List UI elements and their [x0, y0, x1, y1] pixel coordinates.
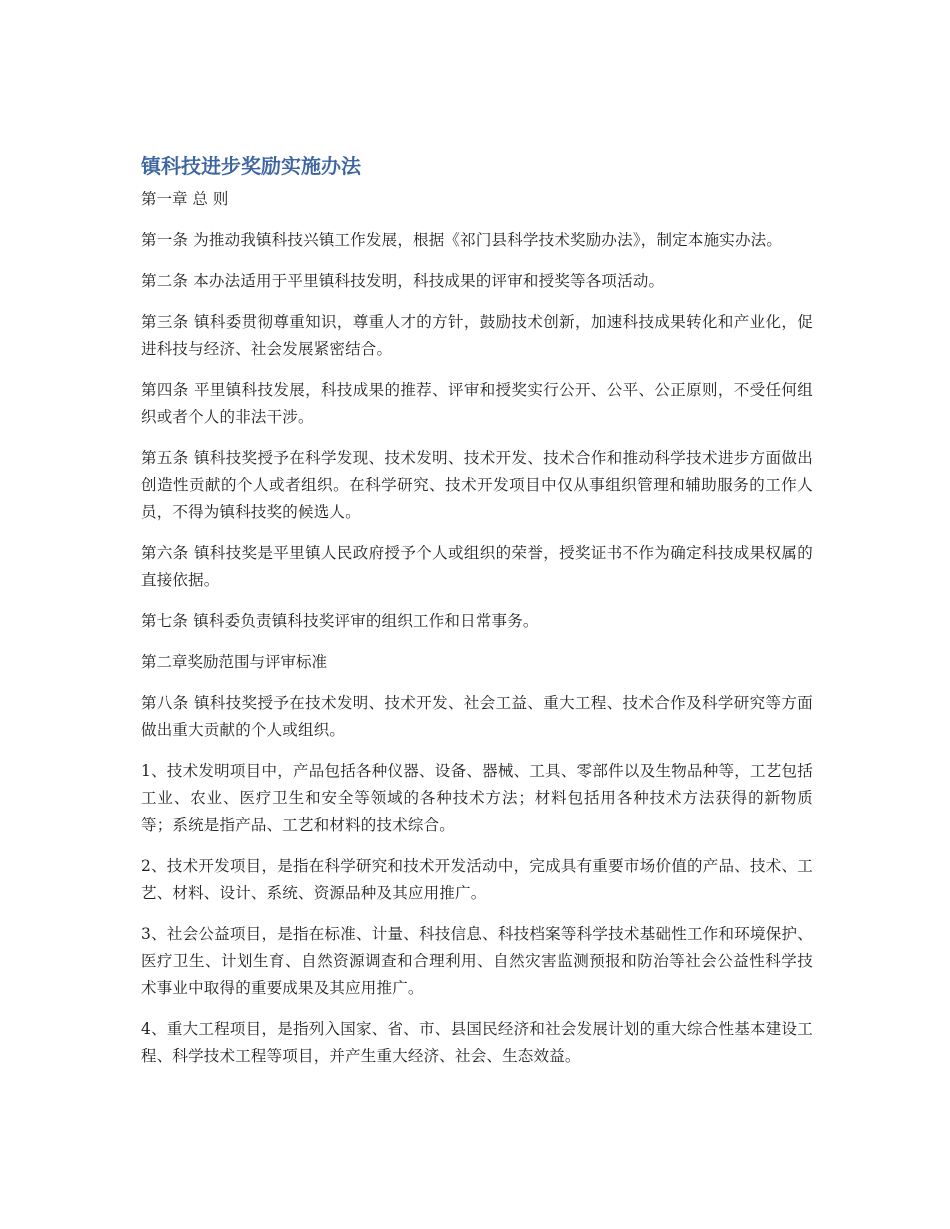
- article-paragraph: 第六条 镇科技奖是平里镇人民政府授予个人或组织的荣誉，授奖证书不作为确定科技成果权属的直接依据。: [141, 544, 813, 589]
- list-item-paragraph: 2、技术开发项目，是指在科学研究和技术开发活动中，完成具有重要市场价值的产品、技术、工艺、材料、设计、系统、资源品种及其应用推广。: [141, 857, 813, 902]
- article-paragraph: 第一条 为推动我镇科技兴镇工作发展，根据《祁门县科学技术奖励办法》，制定本施实办法。: [141, 231, 783, 249]
- article-paragraph: 第五条 镇科技奖授予在科学发现、技术发明、技术开发、技术合作和推动科学技术进步方面做出创造性贡献的个人或者组织。在科学研究、技术开发项目中仅从事组织管理和辅助服务的工作人员，不得为镇科技奖的候选人。: [141, 449, 813, 521]
- chapter-heading: 第一章 总 则: [141, 190, 229, 208]
- chapter-heading: 第二章奖励范围与评审标准: [141, 653, 328, 671]
- article-paragraph: 第二条 本办法适用于平里镇科技发明，科技成果的评审和授奖等各项活动。: [141, 272, 665, 290]
- document-title: 镇科技进步奖励实施办法: [141, 154, 361, 178]
- article-paragraph: 第八条 镇科技奖授予在技术发明、技术开发、社会工益、重大工程、技术合作及科学研究等方面做出重大贡献的个人或组织。: [141, 694, 813, 739]
- list-item-paragraph: 4、重大工程项目，是指列入国家、省、市、县国民经济和社会发展计划的重大综合性基本建设工程、科学技术工程等项目，并产生重大经济、社会、生态效益。: [141, 1020, 813, 1065]
- article-paragraph: 第三条 镇科委贯彻尊重知识，尊重人才的方针，鼓励技术创新，加速科技成果转化和产业化，促进科技与经济、社会发展紧密结合。: [141, 313, 813, 358]
- list-item-paragraph: 3、社会公益项目，是指在标准、计量、科技信息、科技档案等科学技术基础性工作和环境保护、医疗卫生、计划生育、自然资源调查和合理利用、自然灾害监测预报和防治等社会公益性科学技术事业中取得的重要成果及其应用推广。: [141, 925, 813, 997]
- article-paragraph: 第七条 镇科委负责镇科技奖评审的组织工作和日常事务。: [141, 612, 539, 630]
- document-page: [141, 152, 813, 1084]
- article-paragraph: 第四条 平里镇科技发展，科技成果的推荐、评审和授奖实行公开、公平、公正原则，不受任何组织或者个人的非法干涉。: [141, 381, 813, 426]
- list-item-paragraph: 1、技术发明项目中，产品包括各种仪器、设备、器械、工具、零部件以及生物品种等，工艺包括工业、农业、医疗卫生和安全等领域的各种技术方法；材料包括用各种技术方法获得的新物质等；系统是指产品、工艺和材料的技术综合。: [141, 762, 813, 834]
